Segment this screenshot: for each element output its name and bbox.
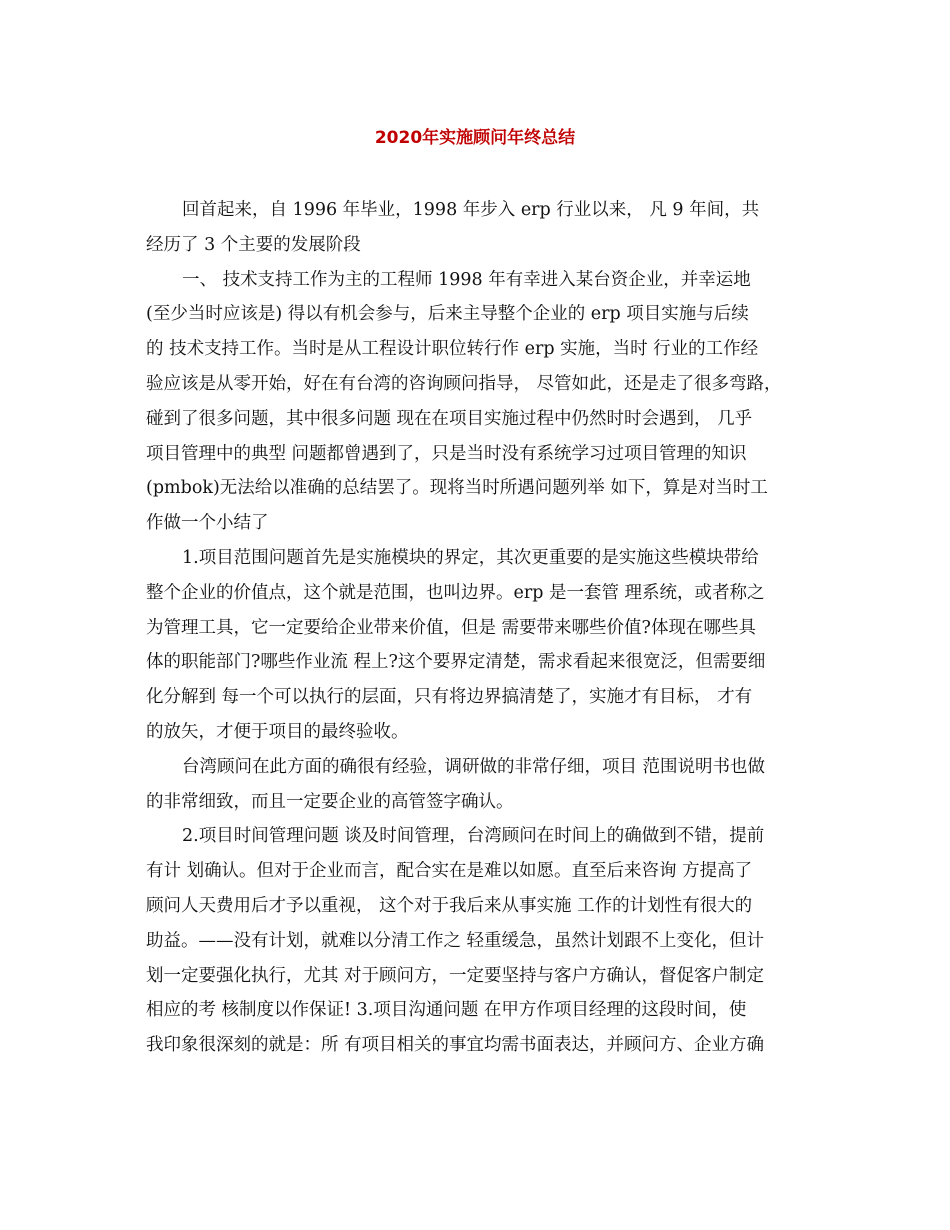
body-line: 相应的考 核制度以作保证! 3.项目沟通问题 在甲方作项目经理的这段时间，使 — [146, 1000, 747, 1021]
document-title: 2020年实施顾问年终总结 — [374, 128, 576, 148]
body-line: 的放矢，才便于项目的最终验收。 — [146, 721, 409, 742]
body-line: 为管理工具，它一定要给企业带来价值，但是 需要带来哪些价值?体现在哪些具 — [146, 617, 756, 638]
body-line: (至少当时应该是) 得以有机会参与，后来主导整个企业的 erp 项目实施与后续 — [146, 304, 749, 325]
body-line: 划一定要强化执行，尤其 对于顾问方，一定要坚持与客户方确认，督促客户制定 — [146, 965, 765, 986]
body-line: 项目管理中的典型 问题都曾遇到了，只是当时没有系统学习过项目管理的知识 — [146, 443, 747, 464]
body-line: 验应该是从零开始，好在有台湾的咨询顾问指导， 尽管如此，还是走了很多弯路， — [146, 373, 782, 394]
body-line: 的 技术支持工作。当时是从工程设计职位转行作 erp 实施，当时 行业的工作经 — [146, 339, 759, 360]
body-line: 体的职能部门?哪些作业流 程上?这个要界定清楚，需求看起来很宽泛，但需要细 — [146, 652, 766, 673]
body-line: 化分解到 每一个可以执行的层面，只有将边界搞清楚了，实施才有目标， 才有 — [146, 687, 753, 708]
body-line: 整个企业的价值点，这个就是范围，也叫边界。erp 是一套管 理系统，或者称之 — [146, 582, 765, 603]
body-line: 的非常细致，而且一定要企业的高管签字确认。 — [146, 791, 514, 812]
document-body — [146, 193, 806, 1063]
body-line: 经历了 3 个主要的发展阶段 — [146, 234, 361, 255]
body-line: 助益。——没有计划，就难以分清工作之 轻重缓急，虽然计划跟不上变化，但计 — [146, 930, 765, 951]
body-line: 一、 技术支持工作为主的工程师 1998 年有幸进入某台资企业，并幸运地 — [182, 269, 751, 290]
body-line: 1.项目范围问题首先是实施模块的界定，其次更重要的是实施这些模块带给 — [182, 547, 759, 568]
body-line: 顾问人天费用后才予以重视， 这个对于我后来从事实施 工作的计划性有很大的 — [146, 895, 753, 916]
body-line: 有计 划确认。但对于企业而言，配合实在是难以如愿。直至后来咨询 方提高了 — [146, 861, 753, 882]
body-line: 回首起来，自 1996 年毕业，1998 年步入 erp 行业以来， 凡 9 年间，共 — [182, 200, 760, 220]
body-line: 2.项目时间管理问题 谈及时间管理，台湾顾问在时间上的确做到不错，提前 — [182, 826, 765, 847]
body-line: 台湾顾问在此方面的确很有经验，调研做的非常仔细，项目 范围说明书也做 — [182, 756, 766, 777]
body-line: 作做一个小结了 — [146, 513, 269, 534]
body-line: (pmbok)无法给以准确的总结罢了。现将当时所遇问题列举 如下，算是对当时工 — [146, 478, 768, 499]
body-line: 碰到了很多问题，其中很多问题 现在在项目实施过程中仍然时时会遇到， 几乎 — [146, 408, 753, 429]
body-line: 我印象很深刻的就是：所 有项目相关的事宜均需书面表达，并顾问方、企业方确 — [146, 1035, 765, 1056]
